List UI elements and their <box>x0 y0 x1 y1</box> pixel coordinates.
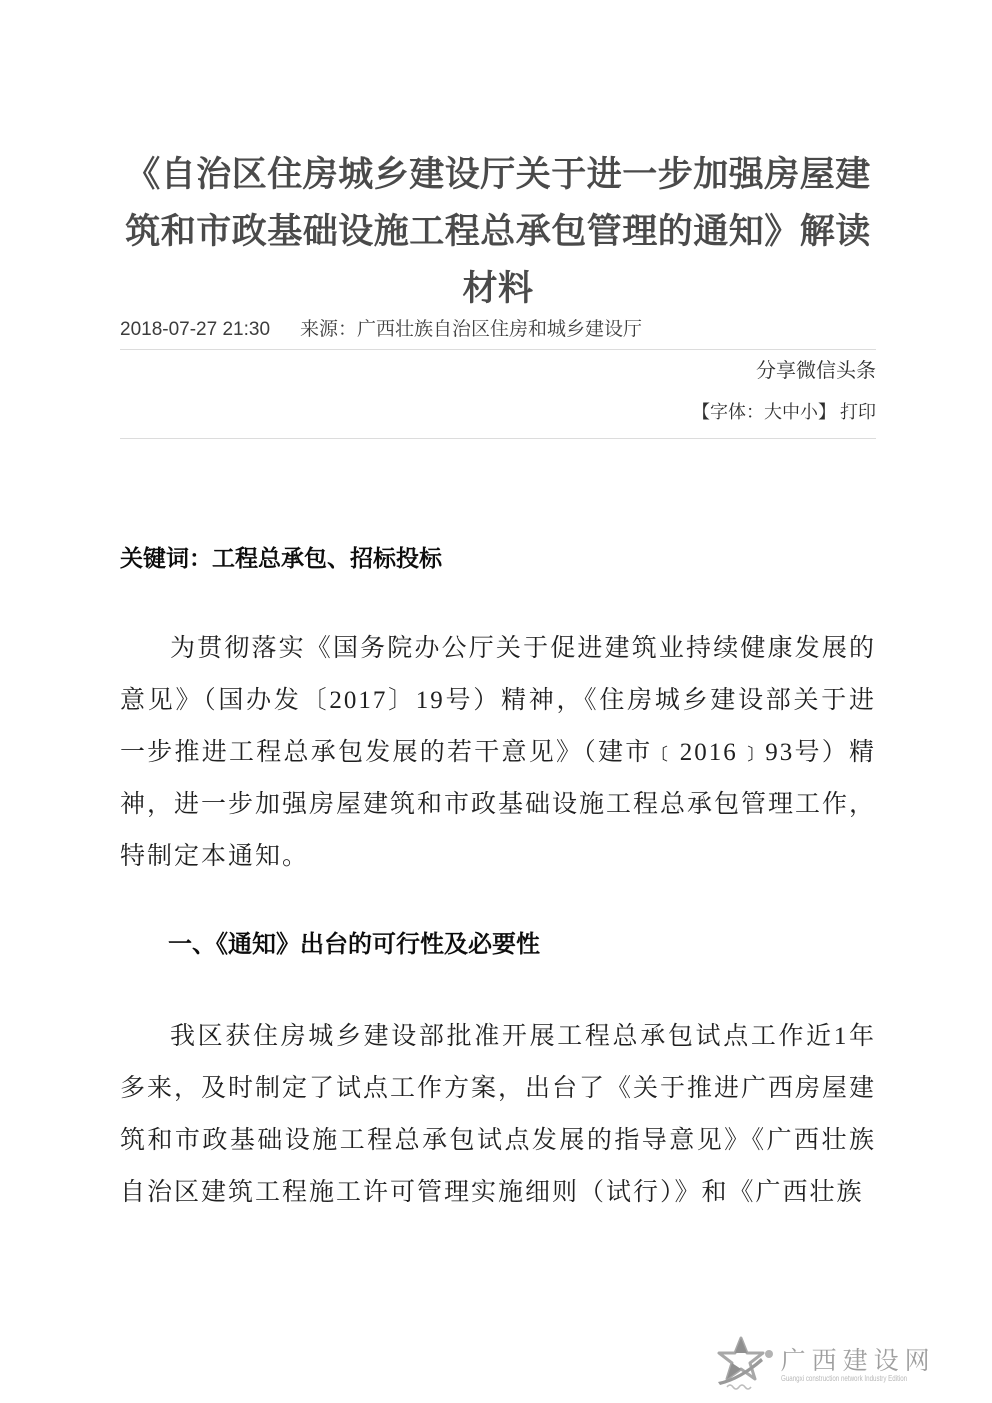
page-title: 《自治区住房城乡建设厅关于进一步加强房屋建筑和市政基础设施工程总承包管理的通知》解读材料 <box>125 155 871 308</box>
share-toolbar <box>120 350 876 384</box>
keywords-line: 关键词：工程总承包、招标投标 <box>120 545 442 571</box>
print-button[interactable]: 打印 <box>840 402 876 422</box>
share-links[interactable]: 分享微信头条 <box>756 360 876 382</box>
paragraph-section-1: 我区获住房城乡建设部批准开展工程总承包试点工作近1年多来，及时制定了试点工作方案，出台了《关于推进广西房屋建筑和市政基础设施工程总承包试点发展的指导意见》《广西壮族自治区建筑工程施工许可管理实施细则（试行）》和《广西壮族 <box>120 1023 877 1206</box>
publish-date: 2018-07-27 21:30 <box>120 319 271 340</box>
watermark-text <box>781 1347 984 1385</box>
font-size-label-close: 】 <box>818 402 836 422</box>
article-meta <box>120 319 876 341</box>
divider-bottom <box>120 438 876 439</box>
star-logo-icon <box>713 1334 775 1397</box>
paragraph-intro: 为贯彻落实《国务院办公厅关于促进建筑业持续健康发展的意见》（国办发〔2017〕19号）精神，《住房城乡建设部关于进一步推进工程总承包发展的若干意见》（建市﹝2016﹞93号）精神，进一步加强房屋建筑和市政基础设施工程总承包管理工作，特制定本通知。 <box>120 635 877 870</box>
source-name: 广西壮族自治区住房和城乡建设厅 <box>357 319 643 340</box>
watermark-subtitle: Guangxi construction network Industry Edition <box>780 1373 907 1383</box>
article-source <box>300 319 642 341</box>
font-size-medium-button[interactable]: 中 <box>782 402 800 422</box>
font-size-label: 【字体： <box>692 402 764 422</box>
site-watermark <box>713 1334 984 1397</box>
font-size-large-button[interactable]: 大 <box>764 402 782 422</box>
watermark-site-name: 广西建设网 <box>780 1346 936 1375</box>
source-label: 来源： <box>300 319 358 340</box>
section-1-heading: 一、《通知》出台的可行性及必要性 <box>168 931 540 958</box>
font-size-toolbar <box>120 384 876 430</box>
font-size-small-button[interactable]: 小 <box>800 402 818 422</box>
